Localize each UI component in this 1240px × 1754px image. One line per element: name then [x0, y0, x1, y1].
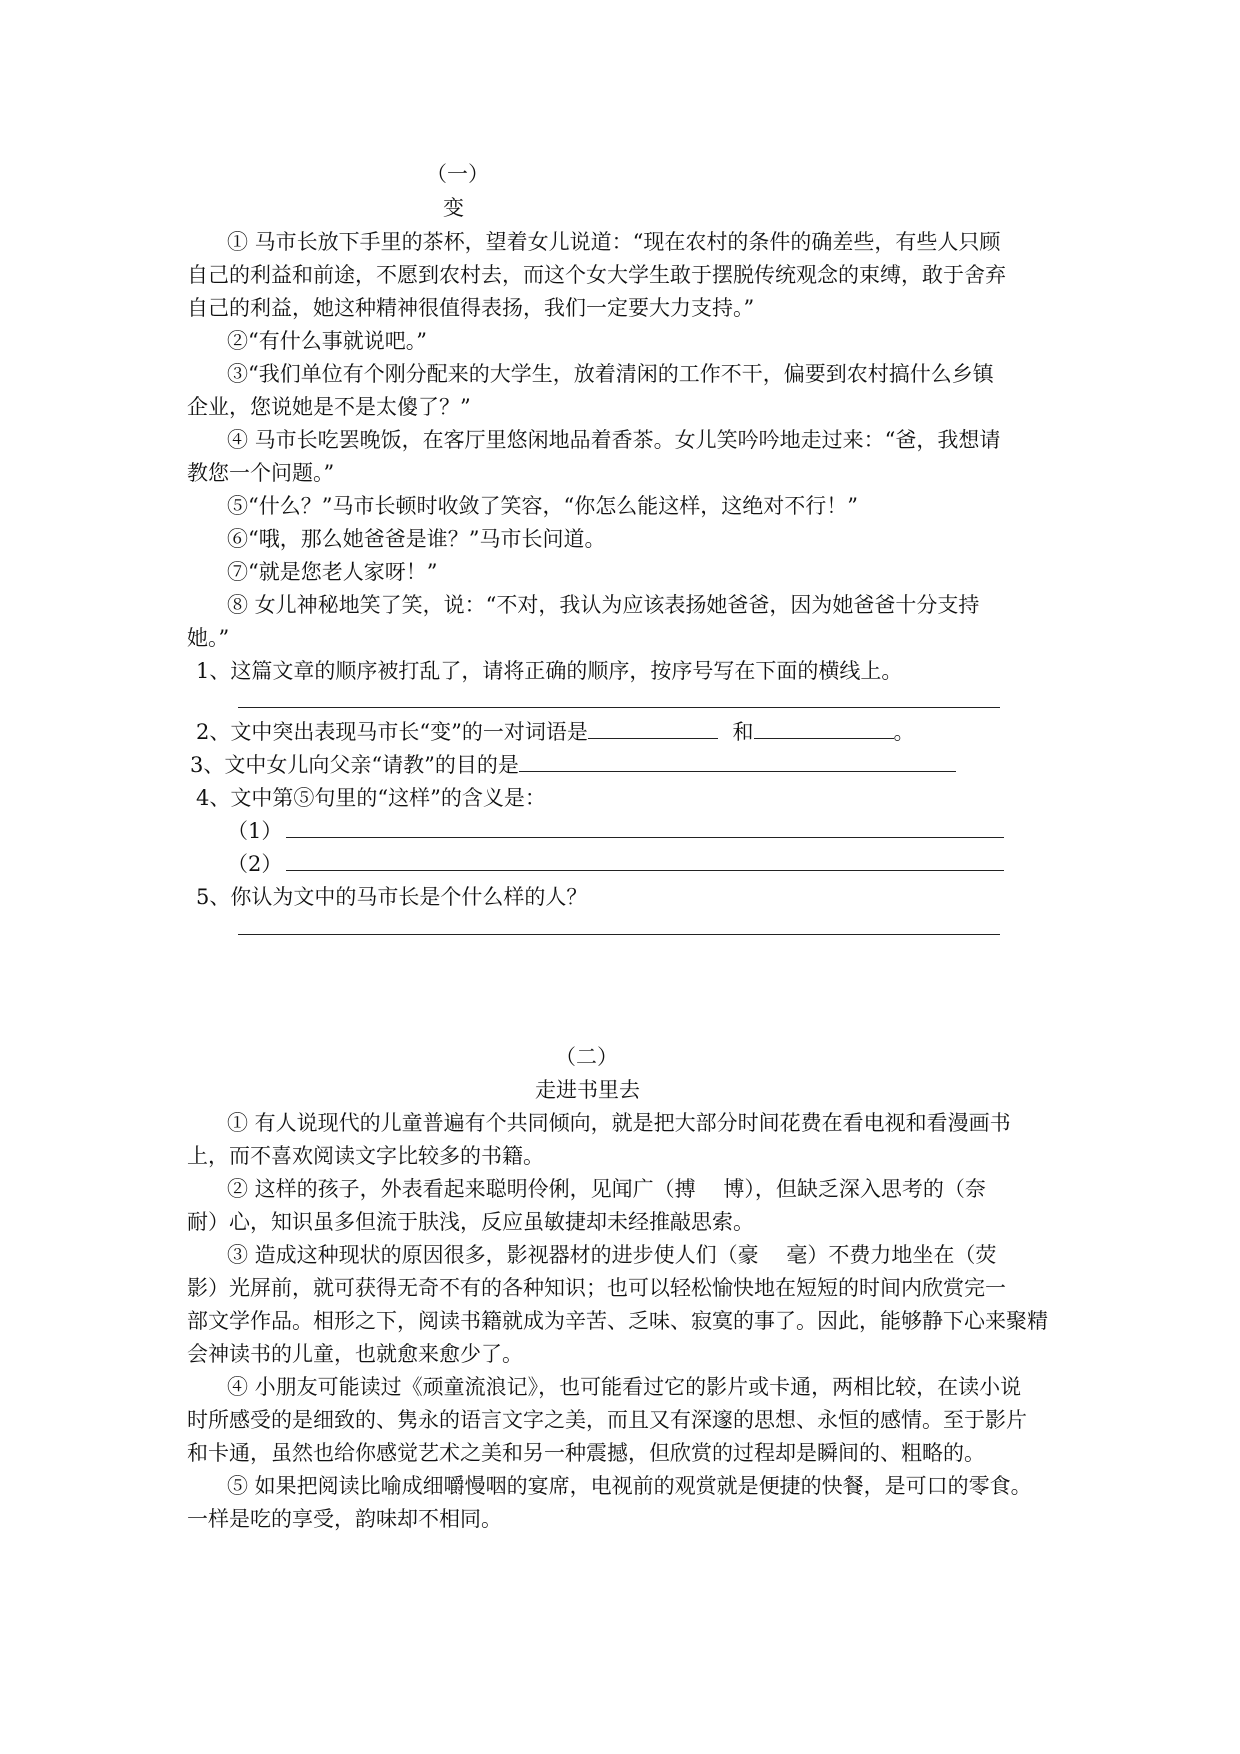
question-4-sub-1	[227, 817, 1004, 845]
passage2-line-13: 一样是吃的享受，韵味却不相同。	[187, 1507, 502, 1531]
passage1-line-12: ⑧ 女儿神秘地笑了笑，说：“不对，我认为应该表扬她爸爸，因为她爸爸十分支持	[227, 593, 980, 617]
question-2-prefix: 2、文中突出表现马市长“变”的一对词语是	[196, 720, 588, 744]
passage2-line-3: ② 这样的孩子，外表看起来聪明伶俐，见闻广（搏 博），但缺乏深入思考的（奈	[227, 1177, 986, 1201]
passage1-line-2: 自己的利益和前途，不愿到农村去，而这个女大学生敢于摆脱传统观念的束缚，敢于舍弃	[187, 263, 1006, 287]
passage2-line-8: 会神读书的儿童，也就愈来愈少了。	[187, 1342, 523, 1366]
passage1-line-4: ②“有什么事就说吧。”	[227, 329, 427, 353]
passage2-line-1: ① 有人说现代的儿童普遍有个共同倾向，就是把大部分时间花费在看电视和看漫画书	[227, 1111, 1011, 1135]
answer-blank-3[interactable]	[519, 751, 956, 772]
passage2-line-7: 部文学作品。相形之下，阅读书籍就成为辛苦、乏味、寂寞的事了。因此，能够静下心来聚精	[187, 1309, 1048, 1333]
passage1-line-3: 自己的利益，她这种精神很值得表扬，我们一定要大力支持。”	[187, 296, 755, 320]
answer-blank-4-1[interactable]	[286, 817, 1004, 838]
question-4-sub-2	[227, 850, 1004, 878]
question-5: 5、你认为文中的马市长是个什么样的人？	[196, 885, 588, 909]
passage2-line-12: ⑤ 如果把阅读比喻成细嚼慢咽的宴席，电视前的观赏就是便捷的快餐，是可口的零食。	[227, 1474, 1032, 1498]
question-4-sub-2-label: （2）	[227, 852, 283, 876]
passage1-line-6: 企业，您说她是不是太傻了？”	[187, 395, 471, 419]
passage1-line-9: ⑤“什么？”马市长顿时收敛了笑容，“你怎么能这样，这绝对不行！”	[227, 494, 858, 518]
answer-line-5[interactable]	[238, 934, 1000, 935]
question-2-end: 。	[893, 720, 915, 744]
question-3-text: 3、文中女儿向父亲“请教”的目的是	[190, 753, 519, 777]
passage1-line-10: ⑥“哦，那么她爸爸是谁？”马市长问道。	[227, 527, 606, 551]
passage2-line-10: 时所感受的是细致的、隽永的语言文字之美，而且又有深邃的思想、永恒的感情。至于影片	[187, 1408, 1027, 1432]
passage2-line-2: 上，而不喜欢阅读文字比较多的书籍。	[187, 1144, 544, 1168]
passage1-line-5: ③“我们单位有个刚分配来的大学生，放着清闲的工作不干，偏要到农村搞什么乡镇	[227, 362, 994, 386]
passage1-line-1: ① 马市长放下手里的茶杯，望着女儿说道：“现在农村的条件的确差些，有些人只顾	[227, 230, 1001, 254]
answer-blank-2b[interactable]	[754, 718, 894, 739]
question-4-sub-1-label: （1）	[227, 819, 283, 843]
question-2	[196, 718, 915, 746]
passage1-line-13: 她。”	[187, 626, 230, 650]
question-1: 1、这篇文章的顺序被打乱了，请将正确的顺序，按序号写在下面的横线上。	[196, 659, 903, 683]
passage1-line-7: ④ 马市长吃罢晚饭，在客厅里悠闲地品着香茶。女儿笑吟吟地走过来：“爸，我想请	[227, 428, 1001, 452]
passage1-line-11: ⑦“就是您老人家呀！”	[227, 560, 438, 584]
answer-blank-4-2[interactable]	[286, 850, 1004, 871]
passage2-line-9: ④ 小朋友可能读过《顽童流浪记》，也可能看过它的影片或卡通，两相比较，在读小说	[227, 1375, 1022, 1399]
question-3	[190, 751, 956, 779]
passage2-line-4: 耐）心，知识虽多但流于肤浅，反应虽敏捷却未经推敲思索。	[187, 1210, 754, 1234]
passage1-number: （一）	[426, 162, 489, 186]
answer-blank-2a[interactable]	[588, 718, 718, 739]
passage2-line-6: 影）光屏前，就可获得无奇不有的各种知识；也可以轻松愉快地在短短的时间内欣赏完一	[187, 1276, 1006, 1300]
passage2-number: （二）	[555, 1045, 618, 1069]
passage1-title: 变	[443, 196, 464, 220]
passage2-line-11: 和卡通，虽然也给你感觉艺术之美和另一种震撼，但欣赏的过程却是瞬间的、粗略的。	[187, 1441, 985, 1465]
answer-line-1[interactable]	[238, 707, 1000, 708]
passage1-line-8: 教您一个问题。”	[187, 461, 335, 485]
question-2-and: 和	[732, 720, 754, 744]
passage2-line-5: ③ 造成这种现状的原因很多，影视器材的进步使人们（豪 毫）不费力地坐在（荧	[227, 1243, 997, 1267]
passage2-title: 走进书里去	[535, 1078, 640, 1102]
question-4: 4、文中第⑤句里的“这样”的含义是：	[196, 786, 546, 810]
